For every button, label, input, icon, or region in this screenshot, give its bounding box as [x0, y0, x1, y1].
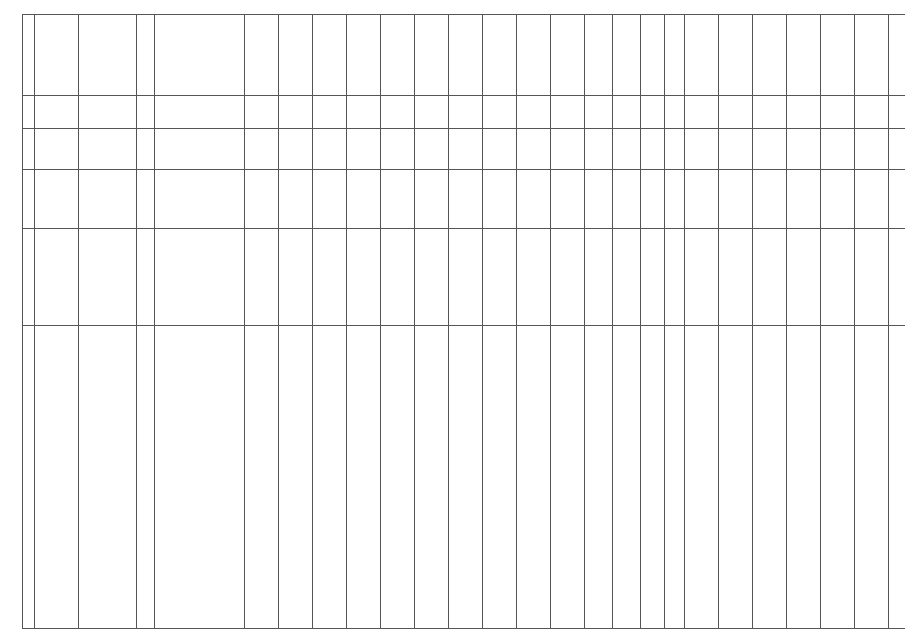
table-cell [137, 170, 155, 229]
table-cell [855, 170, 889, 229]
table-cell [753, 229, 787, 326]
table-cell [35, 96, 79, 129]
table-cell [483, 229, 517, 326]
table-cell [685, 229, 719, 326]
table-cell [23, 15, 35, 96]
table-cell [313, 326, 347, 629]
table-cell [551, 229, 585, 326]
table-cell [585, 170, 613, 229]
table-cell [585, 229, 613, 326]
table-cell [787, 15, 821, 96]
table-cell [613, 96, 641, 129]
table-cell [137, 326, 155, 629]
table-cell [347, 326, 381, 629]
table-cell [449, 129, 483, 170]
table-cell [137, 229, 155, 326]
table-cell [79, 229, 137, 326]
table-cell [245, 229, 279, 326]
table-cell [279, 170, 313, 229]
table-cell [685, 170, 719, 229]
table-cell [665, 229, 685, 326]
table-cell [719, 129, 753, 170]
table-cell [381, 170, 415, 229]
table-cell [613, 129, 641, 170]
table-cell [483, 326, 517, 629]
table-cell [381, 15, 415, 96]
table-cell [23, 229, 35, 326]
table-cell [821, 129, 855, 170]
table-cell [155, 229, 245, 326]
table-cell [137, 129, 155, 170]
table-cell [665, 129, 685, 170]
table-cell [641, 229, 665, 326]
register-sheet [22, 14, 886, 624]
table-cell [753, 326, 787, 629]
table-cell [787, 229, 821, 326]
table-cell [551, 129, 585, 170]
table-cell [137, 96, 155, 129]
table-cell [719, 15, 753, 96]
table-cell [517, 15, 551, 96]
table-row [23, 229, 905, 326]
table-cell [279, 15, 313, 96]
table-cell [35, 129, 79, 170]
table-cell [415, 170, 449, 229]
table-cell [347, 129, 381, 170]
table-cell [245, 15, 279, 96]
table-cell [665, 96, 685, 129]
table-cell [23, 326, 35, 629]
table-cell [449, 170, 483, 229]
table-cell [23, 170, 35, 229]
table-cell [753, 129, 787, 170]
table-cell [551, 326, 585, 629]
table-cell [155, 170, 245, 229]
table-cell [449, 326, 483, 629]
table-cell [35, 170, 79, 229]
table-cell [685, 96, 719, 129]
table-cell [585, 326, 613, 629]
table-cell [719, 229, 753, 326]
table-cell [753, 96, 787, 129]
table-cell [889, 15, 905, 96]
table-cell [855, 229, 889, 326]
table-cell [23, 129, 35, 170]
table-cell [585, 129, 613, 170]
table-cell [889, 170, 905, 229]
table-cell [35, 326, 79, 629]
table-cell [787, 96, 821, 129]
table-cell [381, 96, 415, 129]
table-cell [551, 15, 585, 96]
table-cell [245, 129, 279, 170]
table-cell [517, 229, 551, 326]
table-cell [381, 129, 415, 170]
table-cell [719, 326, 753, 629]
table-cell [155, 129, 245, 170]
table-cell [685, 129, 719, 170]
table-cell [753, 170, 787, 229]
table-cell [483, 170, 517, 229]
table-cell [787, 326, 821, 629]
table-cell [347, 96, 381, 129]
table-cell [79, 326, 137, 629]
table-cell [347, 170, 381, 229]
table-cell [641, 96, 665, 129]
table-cell [613, 229, 641, 326]
table-cell [313, 129, 347, 170]
table-cell [685, 15, 719, 96]
table-cell [641, 170, 665, 229]
table-cell [245, 326, 279, 629]
table-cell [415, 96, 449, 129]
table-row [23, 129, 905, 170]
table-cell [449, 15, 483, 96]
table-row [23, 170, 905, 229]
table-cell [719, 96, 753, 129]
table-cell [79, 170, 137, 229]
table-cell [641, 326, 665, 629]
table-cell [155, 326, 245, 629]
table-cell [347, 15, 381, 96]
table-cell [889, 229, 905, 326]
table-cell [415, 326, 449, 629]
table-cell [347, 229, 381, 326]
table-cell [415, 229, 449, 326]
table-cell [415, 15, 449, 96]
table-cell [449, 96, 483, 129]
table-row [23, 15, 905, 96]
table-cell [517, 170, 551, 229]
table-cell [279, 129, 313, 170]
table-cell [613, 326, 641, 629]
table-cell [35, 15, 79, 96]
table-cell [155, 15, 245, 96]
table-cell [821, 229, 855, 326]
table-cell [35, 229, 79, 326]
table-cell [245, 170, 279, 229]
table-cell [23, 96, 35, 129]
table-cell [753, 15, 787, 96]
table-cell [79, 129, 137, 170]
table-cell [483, 129, 517, 170]
table-cell [381, 326, 415, 629]
table-cell [279, 326, 313, 629]
table-cell [855, 129, 889, 170]
table-cell [855, 15, 889, 96]
table-cell [889, 326, 905, 629]
table-cell [821, 170, 855, 229]
table-cell [821, 96, 855, 129]
table-cell [137, 15, 155, 96]
table-cell [449, 229, 483, 326]
table-cell [889, 96, 905, 129]
table-cell [279, 96, 313, 129]
table-cell [381, 229, 415, 326]
table-cell [517, 96, 551, 129]
table-cell [551, 96, 585, 129]
table-cell [313, 170, 347, 229]
table-cell [585, 96, 613, 129]
table-cell [79, 15, 137, 96]
table-cell [889, 129, 905, 170]
table-cell [821, 326, 855, 629]
table-cell [415, 129, 449, 170]
table-cell [551, 170, 585, 229]
table-body [23, 15, 905, 629]
table-cell [613, 170, 641, 229]
table-cell [517, 326, 551, 629]
table-cell [855, 326, 889, 629]
table-cell [787, 129, 821, 170]
table-cell [517, 129, 551, 170]
table-row [23, 326, 905, 629]
table-cell [313, 96, 347, 129]
register-table [22, 14, 905, 629]
table-cell [665, 326, 685, 629]
table-cell [279, 229, 313, 326]
table-cell [685, 326, 719, 629]
table-cell [483, 15, 517, 96]
table-cell [719, 170, 753, 229]
table-cell [155, 96, 245, 129]
table-cell [483, 96, 517, 129]
table-cell [665, 15, 685, 96]
table-cell [641, 129, 665, 170]
table-cell [787, 170, 821, 229]
table-cell [821, 15, 855, 96]
table-cell [613, 15, 641, 96]
table-row [23, 96, 905, 129]
table-cell [665, 170, 685, 229]
table-cell [641, 15, 665, 96]
table-cell [585, 15, 613, 96]
table-cell [245, 96, 279, 129]
table-cell [313, 229, 347, 326]
table-cell [79, 96, 137, 129]
table-cell [855, 96, 889, 129]
table-cell [313, 15, 347, 96]
